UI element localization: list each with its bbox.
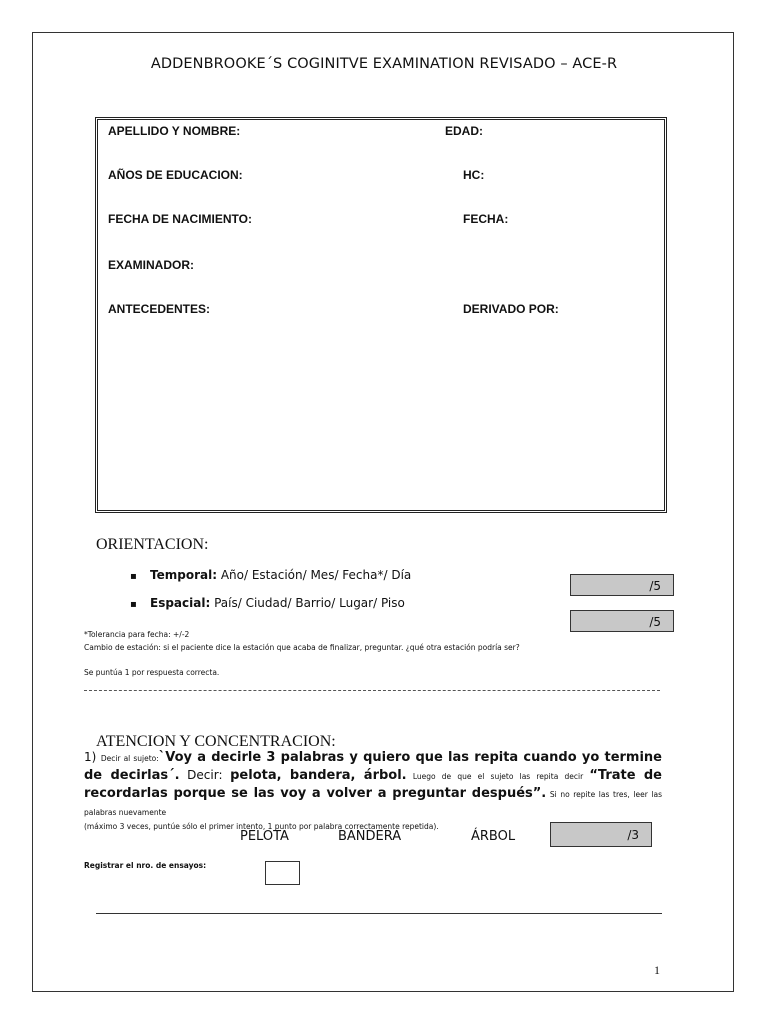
instruction-after: Luego de que el sujeto las repita decir <box>406 772 590 781</box>
instruction-words: pelota, bandera, árbol. <box>230 768 407 783</box>
spatial-item <box>130 596 405 610</box>
spatial-score-box[interactable]: /5 <box>570 610 674 632</box>
field-birth-date-label: FECHA DE NACIMIENTO: <box>108 212 252 226</box>
word-bandera: BANDERA <box>338 829 402 844</box>
word-pelota: PELOTA <box>240 829 289 844</box>
word-arbol: ÁRBOL <box>471 829 516 844</box>
field-examiner-label: EXAMINADOR: <box>108 258 194 272</box>
instruction-repeat: Si no repite las tres, leer las palabras nuevamente <box>84 790 662 817</box>
instruction-number: 1) <box>84 750 101 764</box>
spatial-options: País/ Ciudad/ Barrio/ Lugar/ Piso <box>210 596 405 610</box>
trials-input-box[interactable] <box>265 861 300 885</box>
registration-score-box[interactable]: /3 <box>550 822 652 847</box>
instruction-say-intro: Decir al sujeto: <box>100 754 159 763</box>
section-divider <box>96 913 662 914</box>
orientation-heading: ORIENTACION: <box>96 536 209 553</box>
field-hc-label: HC: <box>463 168 485 182</box>
temporal-options: Año/ Estación/ Mes/ Fecha*/ Día <box>217 568 412 582</box>
instruction-quote-2: “Trate de recordarlas porque se las voy a volver a preguntar después”. <box>84 768 662 801</box>
instruction-quote-1: `Voy a decirle 3 palabras y quiero que las repita cuando yo termine de decirlas´. <box>84 750 662 783</box>
bullet-icon: ▪ <box>130 571 137 582</box>
spatial-label: Espacial: <box>150 596 211 610</box>
date-tolerance-note: *Tolerancia para fecha: +/-2 <box>84 630 190 639</box>
field-referred-by-label: DERIVADO POR: <box>463 302 559 316</box>
field-education-label: AÑOS DE EDUCACION: <box>108 168 243 182</box>
field-date-label: FECHA: <box>463 212 509 226</box>
scoring-note: Se puntúa 1 por respuesta correcta. <box>84 668 220 677</box>
field-age-label: EDAD: <box>445 124 483 138</box>
document-title: ADDENBROOKE´S COGINITVE EXAMINATION REVISADO – ACE-R <box>150 56 618 72</box>
instruction-footnote: (máximo 3 veces, puntúe sólo el primer intento, 1 punto por palabra correctamente repetida). <box>84 822 439 831</box>
temporal-label: Temporal: <box>150 568 217 582</box>
page-number: 1 <box>654 963 660 977</box>
attention-heading: ATENCION Y CONCENTRACION: <box>96 733 336 750</box>
temporal-score-box[interactable]: /5 <box>570 574 674 596</box>
field-history-label: ANTECEDENTES: <box>108 302 211 316</box>
bullet-icon: ▪ <box>130 599 137 610</box>
trials-label: Registrar el nro. de ensayos: <box>84 861 207 870</box>
field-name-label: APELLIDO Y NOMBRE: <box>108 124 241 138</box>
attention-instructions <box>84 749 662 832</box>
instruction-decir: Decir: <box>179 768 231 782</box>
season-change-note: Cambio de estación: si el paciente dice la estación que acaba de finalizar, preguntar. ¿qué otra estación podría ser? <box>84 643 520 652</box>
temporal-item <box>130 568 411 582</box>
section-divider <box>84 690 660 691</box>
